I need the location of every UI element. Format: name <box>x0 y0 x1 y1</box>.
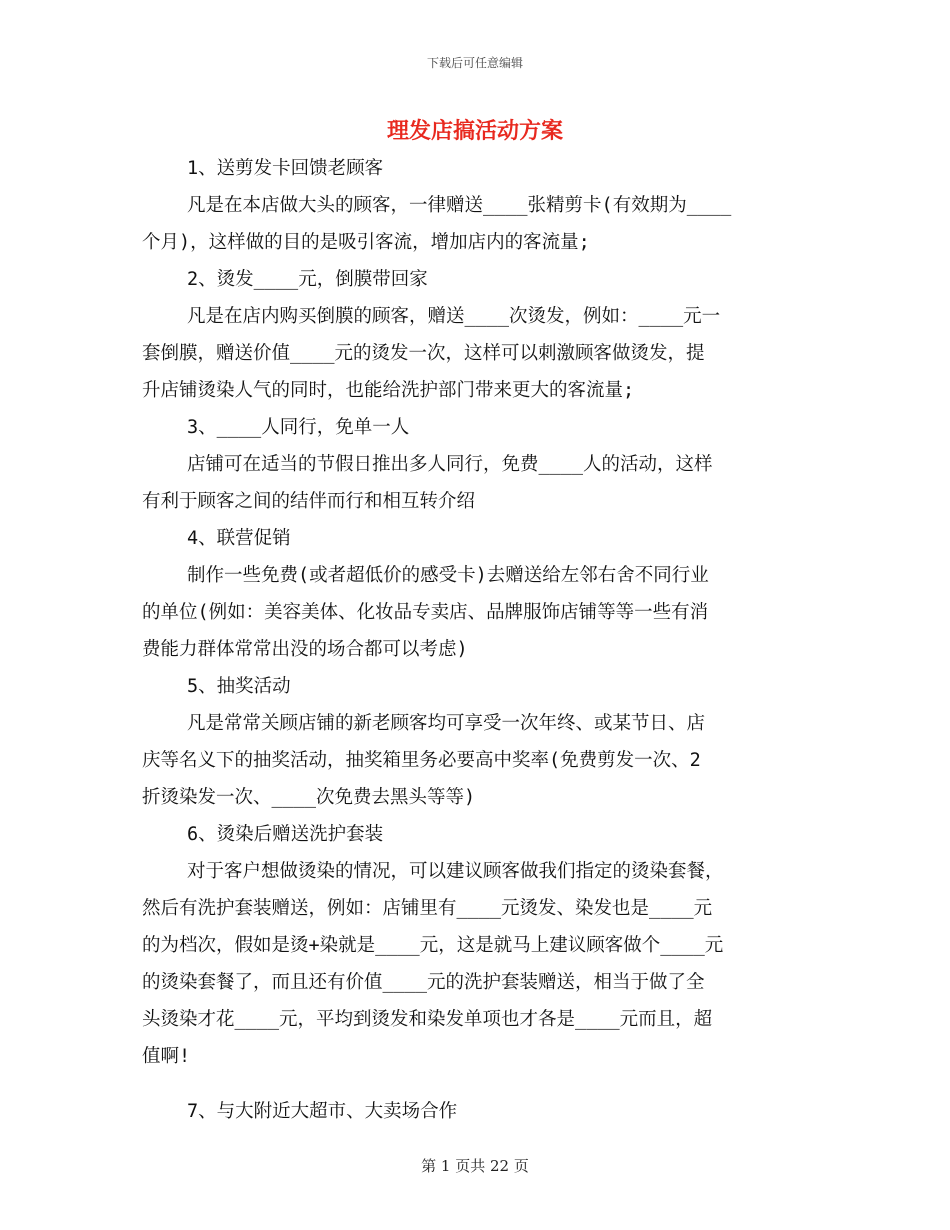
header-note: 下载后可任意编辑 <box>426 56 523 70</box>
paragraph-gap <box>142 1075 810 1093</box>
document-title: 理发店搞活动方案 <box>386 119 563 144</box>
text-line: 的烫染套餐了，而且还有价值____元的洗护套装赠送，相当于做了全 <box>142 972 705 993</box>
text-line: 个月)，这样做的目的是吸引客流，增加店内的客流量; <box>142 232 590 253</box>
text-line: 庆等名义下的抽奖活动，抽奖箱里务必要高中奖率(免费剪发一次、2 <box>142 750 701 771</box>
text-line: 店铺可在适当的节假日推出多人同行，免费____人的活动，这样 <box>187 454 713 475</box>
text-line: 凡是在店内购买倒膜的顾客，赠送____次烫发，例如：____元一 <box>187 306 721 327</box>
section-heading-7: 7、与大附近大超市、大卖场合作 <box>187 1101 458 1122</box>
text-line: 有利于顾客之间的结伴而行和相互转介绍 <box>142 491 476 512</box>
text-line: 3、____人同行，免单一人 <box>187 417 410 438</box>
text-line: 6、烫染后赠送洗护套装 <box>187 824 384 845</box>
text-line: 5、抽奖活动 <box>187 676 291 697</box>
text-line: 值啊! <box>142 1046 191 1067</box>
text-line: 的为档次，假如是烫+染就是____元，这是就马上建议顾客做个____元 <box>142 935 724 956</box>
text-line: 套倒膜，赠送价值____元的烫发一次，这样可以刺激顾客做烫发，提 <box>142 343 705 364</box>
page-footer: 第 1 页共 22 页 <box>421 1157 529 1175</box>
text-line: 4、联营促销 <box>187 528 291 549</box>
text-line: 对于客户想做烫染的情况，可以建议顾客做我们指定的烫染套餐， <box>187 861 724 882</box>
text-line: 2、烫发____元，倒膜带回家 <box>187 269 428 290</box>
text-line: 头烫染才花____元，平均到烫发和染发单项也才各是____元而且，超 <box>142 1009 713 1030</box>
text-line: 然后有洗护套装赠送，例如：店铺里有____元烫发、染发也是____元 <box>142 898 713 919</box>
text-line: 费能力群体常常出没的场合都可以考虑) <box>142 639 468 660</box>
text-line: 凡是在本店做大头的顾客，一律赠送____张精剪卡(有效期为____ <box>187 195 732 216</box>
text-line: 凡是常常关顾店铺的新老顾客均可享受一次年终、或某节日、店 <box>187 713 706 734</box>
text-line: 的单位(例如：美容美体、化妆品专卖店、品牌服饰店铺等等一些有消 <box>142 602 709 623</box>
text-line: 升店铺烫染人气的同时，也能给洗护部门带来更大的客流量; <box>142 380 635 401</box>
document-body <box>142 150 810 1130</box>
text-line: 1、送剪发卡回馈老顾客 <box>187 158 384 179</box>
text-line: 折烫染发一次、____次免费去黑头等等) <box>142 787 476 808</box>
text-line: 制作一些免费(或者超低价的感受卡)去赠送给左邻右舍不同行业 <box>187 565 709 586</box>
